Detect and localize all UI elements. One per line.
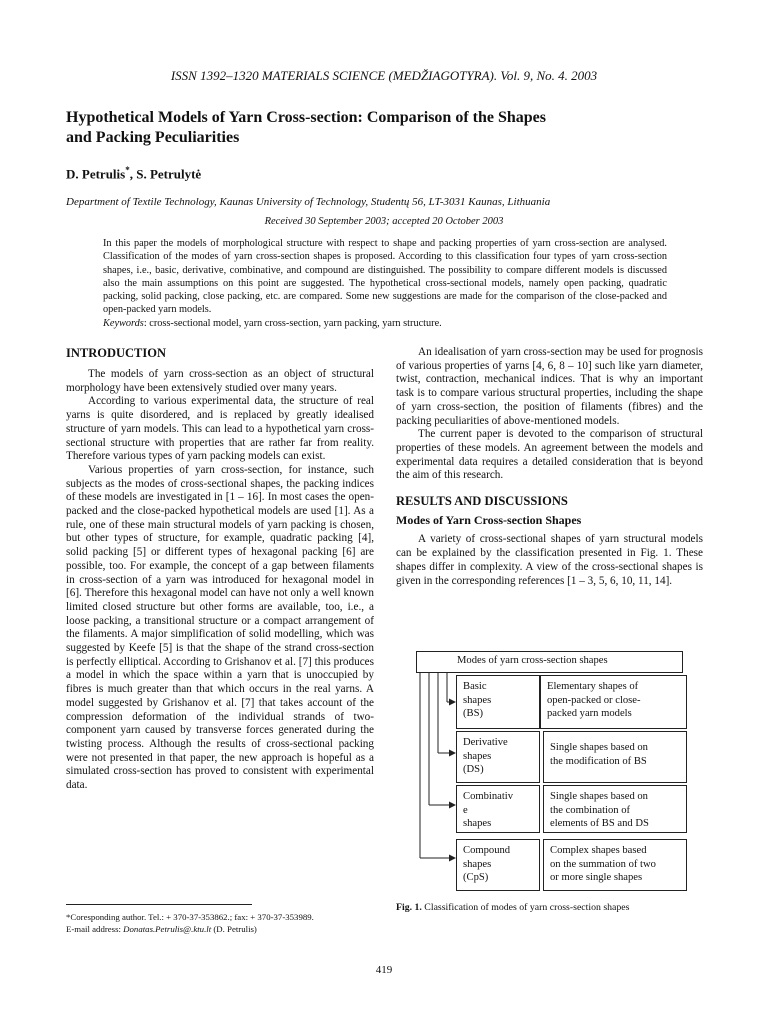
title-line-1: Hypothetical Models of Yarn Cross-section: Comparison of the Shapes: [66, 109, 546, 126]
box-line: on the summation of two: [550, 858, 656, 870]
box-line: shapes: [463, 818, 492, 829]
intro-paragraph: Various properties of yarn cross-section, for instance, such subjects as the modes of cross-sectional shapes, the packing indices of these models are investigated in [1 – 16]. In most cases the open-packed and the close-packed hypothetical models are used [1]. As a rule, one of these main structural models of yarn packing is chosen, but other types of structure, for example, quadratic packing [4], solid packing [5] or different types of hexagonal packing [6] are possible, too. For example, the concept of a gap between filaments in cross-section of a yarn was introduced for hexagonal model in [6]. Therefore this hexagonal model can have not only a well known limited closed structure but other forms are available, too, i.e., a loose packing, a transitional structure or a compact arrangement of the filaments. A major simplification of solid modelling, which was suggested by Keefe [5] is that the shape of the strand cross-section is perfectly elliptical. According to Grishanov et al. [7] this produces a model in which the space within a yarn that is unoccupied by fibres is much greater than that which occurs in the real yarns. A model suggested by Grishanov et al. [7] that takes account of the compression deformation of the individual strands of two-component yarn caused by transverse forces generated during the twisting process. Although the results of cross-sectional packing were not presented in that paper, the new approach is hopeful as a simulated cross-section has proved to consistent with experimental data.: [66, 463, 374, 792]
figure-caption: [396, 902, 629, 913]
keywords-text: : cross-sectional model, yarn cross-section, yarn packing, yarn structure.: [143, 317, 442, 329]
footnote-contact: *Coresponding author. Tel.: + 370-37-353862.; fax: + 370-37-353989.: [66, 912, 314, 922]
email-address[interactable]: Donatas.Petrulis@.ktu.lt: [123, 924, 212, 934]
combinative-shapes-box: [456, 785, 540, 833]
keywords-label: Keywords: [103, 317, 144, 329]
journal-header: ISSN 1392–1320 MATERIALS SCIENCE (MEDŽIAGOTYRA). Vol. 9, No. 4. 2003: [170, 68, 598, 83]
footnote: [66, 911, 376, 935]
box-line: shapes: [463, 750, 492, 762]
author-mark: *: [125, 165, 130, 175]
page-number: 419: [375, 964, 393, 976]
box-line: (BS): [463, 708, 484, 719]
box-line: elements of BS and DS: [550, 818, 649, 829]
box-line: shapes: [463, 694, 492, 706]
abstract-text: In this paper the models of morphological structure with respect to shape and packing properties of yarn cross-section are analysed. Classification of the modes of yarn cross-section shapes is proposed. According to this classification four types of yarn cross-section shapes, i.e., basic, derivative, combinative, and compound are distinguished. The possibility to compare different models is discussed also the main assumptions on this point are suggested. The hypothetical cross-sectional models, namely open packing, quadratic packing, solid packing, close packing, etc. are compared. Some new suggestions are made for the comparison of the close-packed and open-packed yarn models.: [103, 238, 667, 316]
body-paragraph: A variety of cross-sectional shapes of yarn structural models can be explained by the classification presented in Fig. 1. These shapes differ in complexity. A view of the cross-sectional shapes is given in the corresponding references [1 – 3, 5, 6, 10, 11, 14].: [396, 533, 703, 587]
basic-shapes-desc-box: [540, 675, 687, 729]
author-1: D. Petrulis: [66, 166, 126, 182]
affiliation: Department of Textile Technology, Kaunas University of Technology, Studentų 56, LT-3031 Kaunas, Lithuania: [66, 196, 551, 208]
box-line: packed yarn models: [547, 708, 632, 719]
combinative-shapes-desc-box: [543, 785, 687, 833]
footnote-divider: [66, 904, 252, 905]
compound-shapes-desc-box: [543, 839, 687, 891]
caption-label: Fig. 1.: [396, 902, 422, 913]
box-line: Single shapes based on: [550, 791, 648, 802]
intro-body: [66, 368, 374, 793]
title-line-2: and Packing Peculiarities: [66, 129, 240, 146]
box-line: Compound: [463, 845, 511, 856]
box-line: Complex shapes based: [550, 845, 647, 856]
modes-subheading: Modes of Yarn Cross-section Shapes: [396, 512, 582, 527]
email-suffix: (D. Petrulis): [211, 924, 257, 934]
box-line: (DS): [463, 764, 484, 775]
box-line: (CpS): [463, 872, 489, 883]
keywords: [103, 317, 667, 330]
results-heading: RESULTS AND DISCUSSIONS: [396, 494, 568, 509]
box-line: open-packed or close-: [547, 694, 641, 706]
box-line: Elementary shapes of: [547, 681, 639, 692]
body-paragraph: The current paper is devoted to the comparison of structural properties of these models. An agreement between the models and experimental data requires a detailed consideration that is beyond the aim of this research.: [396, 428, 703, 482]
basic-shapes-box: [456, 675, 540, 729]
box-line: Derivative: [463, 737, 508, 748]
intro-heading: INTRODUCTION: [66, 346, 167, 360]
derivative-shapes-desc-box: [543, 731, 687, 783]
compound-shapes-box: [456, 839, 540, 891]
paper-title: [66, 108, 686, 148]
body-paragraph: An idealisation of yarn cross-section may be used for prognosis of various properties of yarns [4, 6, 8 – 10] such like yarn diameter, twist, contraction, mechanical indices. That is why an important task is to compare various structural properties, including the shape of yarn cross-section, the position of filaments (fibres) and the packing peculiarities of above-mentioned models.: [396, 346, 703, 427]
figure-1-diagram: [410, 651, 690, 896]
caption-text: Classification of modes of yarn cross-section shapes: [421, 902, 630, 913]
box-line: e: [463, 804, 468, 816]
footnote-email-line: [66, 923, 376, 935]
box-line: shapes: [463, 858, 492, 870]
box-line: the modification of BS: [550, 755, 647, 767]
figure-top-box: Modes of yarn cross-section shapes: [416, 651, 683, 673]
author-2: , S. Petrulytė: [129, 166, 202, 182]
box-line: or more single shapes: [550, 872, 643, 883]
received-dates: Received 30 September 2003; accepted 20 October 2003: [264, 216, 504, 227]
box-line: Combinativ: [463, 791, 514, 802]
email-label: E-mail address:: [66, 924, 124, 934]
authors: [66, 165, 201, 182]
derivative-shapes-box: [456, 731, 540, 783]
abstract: [103, 237, 667, 330]
intro-paragraph: The models of yarn cross-section as an object of structural morphology have been extensively studied over many years.: [66, 368, 374, 394]
box-line: the combination of: [550, 804, 631, 816]
intro-paragraph: According to various experimental data, the structure of real yarns is quite disordered, and is replaced by greatly idealised structure of yarn models. This can lead to a hypothetical yarn cross-sectional structure with properties that are rather far from reality. Therefore various types of yarn packing models can exist.: [66, 395, 374, 463]
box-line: Basic: [463, 681, 487, 692]
right-column: [396, 346, 703, 588]
box-line: Single shapes based on: [550, 742, 648, 753]
